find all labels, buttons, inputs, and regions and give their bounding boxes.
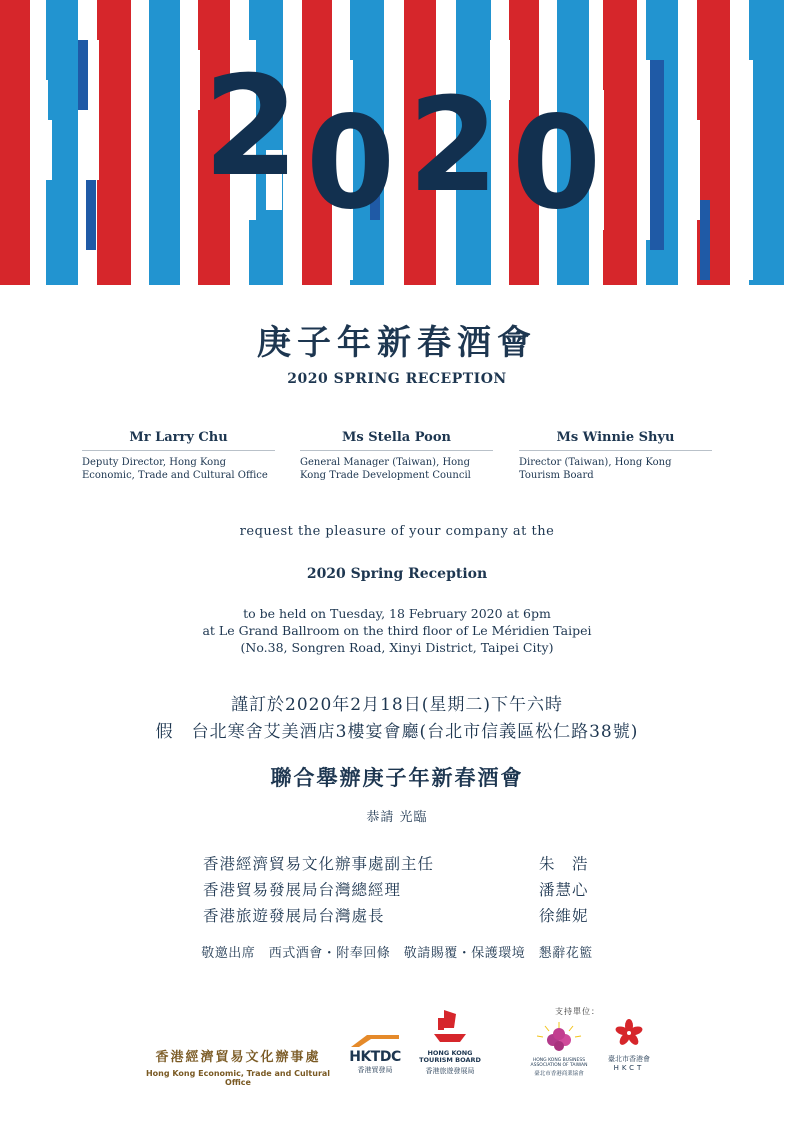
header-banner — [0, 0, 794, 285]
hketco-logo — [138, 1046, 338, 1087]
hkct-logo — [602, 1018, 656, 1072]
host-title: Director (Taiwan), Hong Kong Tourism Board — [519, 457, 672, 481]
host-name: Ms Stella Poon — [300, 430, 493, 451]
host-name: Mr Larry Chu — [82, 430, 275, 451]
hkba-logo-zh: 臺北市香港商業協會 — [534, 1071, 584, 1077]
chinese-host-org: 香港經濟貿易文化辦事處副主任 — [203, 855, 435, 873]
request-line: request the pleasure of your company at the — [239, 524, 555, 539]
blue-stripe — [149, 0, 180, 285]
red-stripe — [603, 0, 637, 285]
hketco-logo-en: Hong Kong Economic, Trade and Cultural Office — [145, 1069, 331, 1087]
hktdc-mark-icon — [347, 1031, 403, 1047]
dark-blue-accent — [78, 40, 88, 110]
title-english: 2020 SPRING RECEPTION — [287, 371, 507, 387]
blue-stripe — [749, 0, 784, 285]
red-stripe — [0, 0, 30, 285]
host-name: Ms Winnie Shyu — [519, 430, 712, 451]
event-details — [0, 605, 794, 656]
supported-by-label: 支持單位： — [555, 1007, 600, 1016]
red-stripe — [97, 0, 131, 285]
host-block — [519, 430, 712, 482]
chinese-host-name: 朱 浩 — [539, 855, 589, 873]
hkba-logo-en: HONG KONG BUSINESS ASSOCIATION OF TAIWAN — [530, 1058, 588, 1068]
title-chinese: 庚子年新春酒會 — [257, 323, 537, 363]
chinese-invite: 恭請 光臨 — [366, 810, 428, 825]
detail-line: (No.38, Songren Road, Xinyi District, Taipei City) — [240, 640, 554, 655]
stripe-gap — [40, 120, 52, 180]
hktb-logo — [417, 1006, 483, 1076]
host-block — [300, 430, 493, 482]
chinese-host-row — [203, 878, 593, 900]
year-digit: 0 — [512, 89, 602, 238]
stripe-gap — [180, 50, 200, 110]
year-digit: 2 — [408, 69, 499, 221]
stripe-gap — [680, 120, 700, 220]
stripe-gap — [735, 60, 753, 280]
hktdc-logo — [347, 1031, 403, 1075]
chinese-host-name: 潘慧心 — [539, 881, 589, 899]
dark-blue-accent — [700, 200, 710, 280]
hkba-logo — [526, 1020, 592, 1077]
year-digit: 2 — [203, 46, 300, 207]
hktdc-logo-zh: 香港貿發局 — [357, 1066, 393, 1074]
host-title: Deputy Director, Hong Kong Economic, Trade and Cultural Office — [82, 457, 268, 481]
hkct-logo-en: HKCT — [613, 1064, 645, 1072]
chinese-host-org: 香港貿易發展局台灣總經理 — [203, 881, 402, 899]
hkct-logo-zh: 臺北市香港會 — [608, 1055, 650, 1063]
event-name: 2020 Spring Reception — [306, 566, 488, 582]
chinese-host-org: 香港旅遊發展局台灣處長 — [203, 907, 385, 925]
hktb-logo-en: HONG KONG TOURISM BOARD — [419, 1049, 481, 1064]
chinese-detail-line: 謹訂於2020年2月18日(星期二)下午六時 — [231, 695, 563, 715]
chinese-detail-line: 假 台北寒舍艾美酒店3樓宴會廳(台北市信義區松仁路38號) — [155, 722, 639, 742]
dark-blue-accent — [86, 180, 96, 250]
chinese-host-row — [203, 852, 593, 874]
detail-line: to be held on Tuesday, 18 February 2020 at 6pm — [243, 606, 551, 621]
hktdc-logo-text: HKTDC — [349, 1049, 401, 1065]
hketco-logo-zh: 香港經濟貿易文化辦事處 — [155, 1050, 321, 1065]
chinese-host-name: 徐維妮 — [539, 907, 589, 925]
chinese-details — [0, 692, 794, 746]
junk-boat-icon — [430, 1006, 470, 1046]
chinese-footer-note: 敬邀出席 西式酒會・附奉回條 敬請賜覆・保護環境 懇辭花籃 — [201, 946, 593, 961]
detail-line: at Le Grand Ballroom on the third floor of Le Méridien Taipei — [202, 623, 592, 638]
dark-blue-accent — [650, 60, 664, 250]
host-title: General Manager (Taiwan), Hong Kong Trade Development Council — [300, 457, 471, 481]
bauhinia-icon — [614, 1018, 644, 1048]
year-digit: 0 — [306, 89, 396, 238]
flower-icon — [531, 1020, 587, 1054]
chinese-event-name: 聯合舉辦庚子年新春酒會 — [270, 765, 524, 790]
chinese-host-row — [203, 904, 593, 926]
host-block — [82, 430, 275, 482]
hktb-logo-zh: 香港旅遊發展局 — [425, 1067, 475, 1075]
